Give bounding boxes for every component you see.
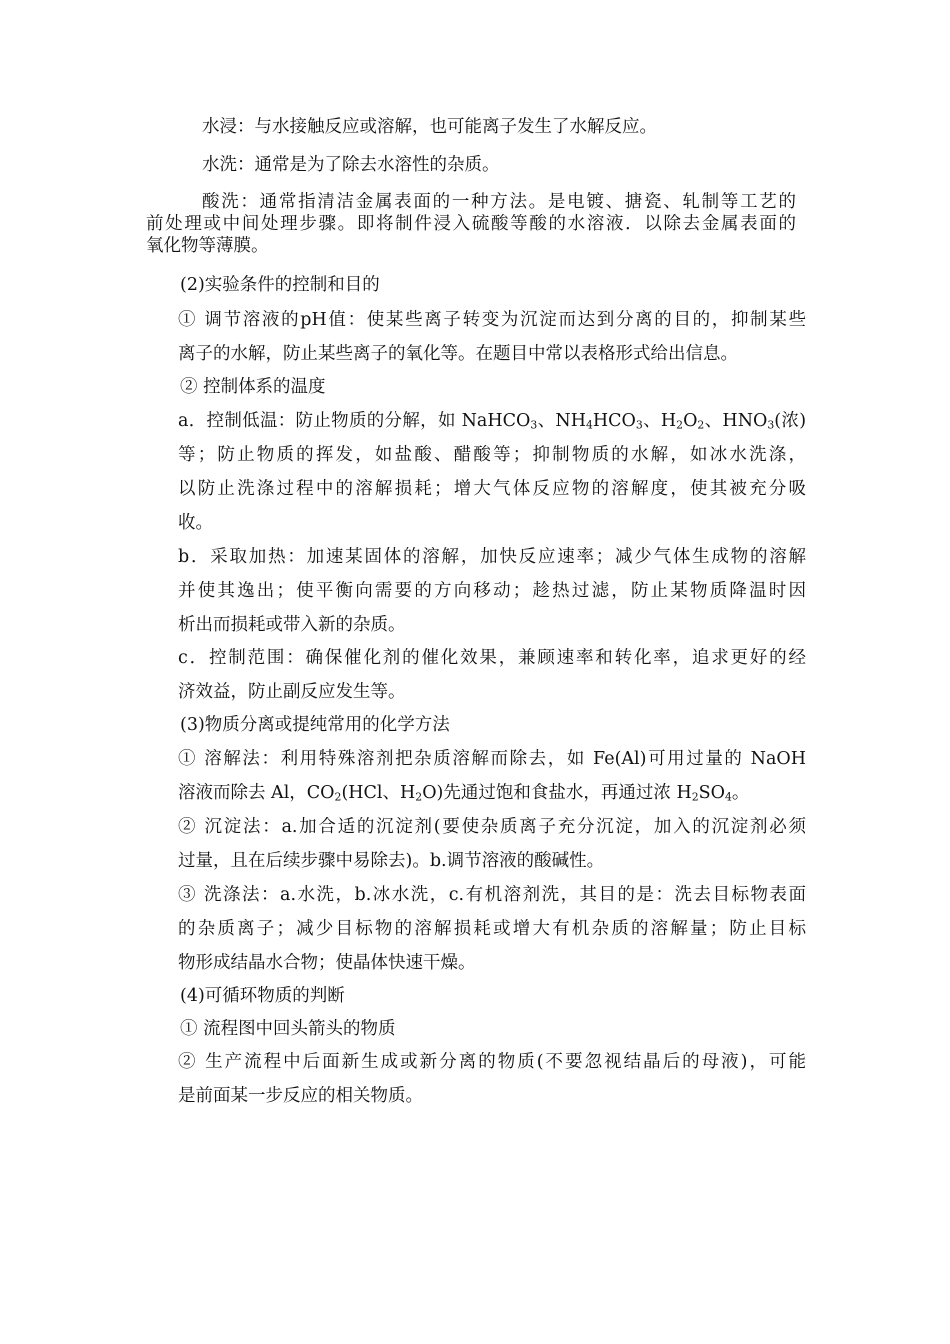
recycle-item-2-line-2: 是前面某一步反应的相关物质。 — [178, 1086, 423, 1106]
section-3-heading: (3)物质分离或提纯常用的化学方法 — [180, 715, 450, 735]
heating-line-1: b．采取加热：加速某固体的溶解，加快反应速率；减少气体生成物的溶解 — [178, 547, 806, 567]
dissolution-line-2: 溶液而除去 Al，$CO_2(HCl$、$H_2O$)先通过饱和食盐水，再通过浓 $H_2SO_4$。 — [178, 783, 750, 804]
acid-wash-line-1: 酸洗：通常指清洁金属表面的一种方法。是电镀、搪瓷、轧制等工艺的 — [202, 192, 796, 212]
precipitation-paragraph — [178, 810, 806, 878]
washing-line-2: 的杂质离子；减少目标物的溶解损耗或增大有机杂质的溶解量；防止目标 — [178, 919, 806, 939]
recycle-item-2-paragraph — [178, 1045, 806, 1113]
low-temperature-line-2: 等；防止物质的挥发，如盐酸、醋酸等；抑制物质的水解，如冰水洗涤， — [178, 445, 806, 465]
dissolution-paragraph — [178, 742, 806, 810]
low-temperature-paragraph — [178, 404, 806, 540]
precipitation-line-1: ② 沉淀法：a.加合适的沉淀剂(要使杂质离子充分沉淀，加入的沉淀剂必须 — [178, 817, 806, 837]
washing-paragraph — [178, 878, 806, 980]
range-control-line-1: c．控制范围：确保催化剂的催化效果，兼顾速率和转化率，追求更好的经 — [178, 648, 806, 668]
ph-control-line-1: ① 调节溶液的pH值：使某些离子转变为沉淀而达到分离的目的，抑制某些 — [178, 310, 806, 330]
low-temperature-line-3: 以防止洗涤过程中的溶解损耗；增大气体反应物的溶解度，使其被充分吸 — [178, 479, 806, 499]
washing-line-3: 物形成结晶水合物；使晶体快速干燥。 — [178, 953, 476, 973]
recycle-item-1: ① 流程图中回头箭头的物质 — [180, 1019, 396, 1039]
recycle-item-2-line-1: ② 生产流程中后面新生成或新分离的物质(不要忽视结晶后的母液)，可能 — [178, 1052, 806, 1072]
water-soak-paragraph: 水浸：与水接触反应或溶解，也可能离子发生了水解反应。 — [202, 117, 657, 137]
acid-wash-paragraph — [146, 191, 796, 257]
acid-wash-line-3: 氧化物等薄膜。 — [146, 236, 269, 256]
range-control-line-2: 济效益，防止副反应发生等。 — [178, 682, 406, 702]
section-2-heading: (2)实验条件的控制和目的 — [180, 275, 380, 295]
low-temperature-line-4: 收。 — [178, 513, 213, 533]
heating-line-3: 析出而损耗或带入新的杂质。 — [178, 615, 406, 635]
temperature-control-heading: ② 控制体系的温度 — [180, 377, 326, 397]
heating-line-2: 并使其逸出；使平衡向需要的方向移动；趁热过滤，防止某物质降温时因 — [178, 581, 806, 601]
ph-control-paragraph — [178, 303, 806, 371]
low-temperature-line-1: a．控制低温：防止物质的分解，如 NaHCO$_3$、$NH_4HCO_3$、$H_2O_2$、$HNO_3$(浓) — [178, 411, 807, 432]
precipitation-line-2: 过量，且在后续步骤中易除去)。b.调节溶液的酸碱性。 — [178, 851, 605, 871]
range-control-paragraph — [178, 641, 806, 709]
dissolution-line-1: ① 溶解法：利用特殊溶剂把杂质溶解而除去，如 Fe(Al)可用过量的 NaOH — [178, 749, 806, 769]
heating-paragraph — [178, 540, 806, 642]
washing-line-1: ③ 洗涤法：a.水洗，b.冰水洗，c.有机溶剂洗，其目的是：洗去目标物表面 — [178, 885, 806, 905]
ph-control-line-2: 离子的水解，防止某些离子的氧化等。在题目中常以表格形式给出信息。 — [178, 344, 738, 364]
water-wash-paragraph: 水洗：通常是为了除去水溶性的杂质。 — [202, 155, 500, 175]
section-4-heading: (4)可循环物质的判断 — [180, 986, 345, 1006]
acid-wash-line-2: 前处理或中间处理步骤。即将制件浸入硫酸等酸的水溶液．以除去金属表面的 — [146, 214, 796, 234]
